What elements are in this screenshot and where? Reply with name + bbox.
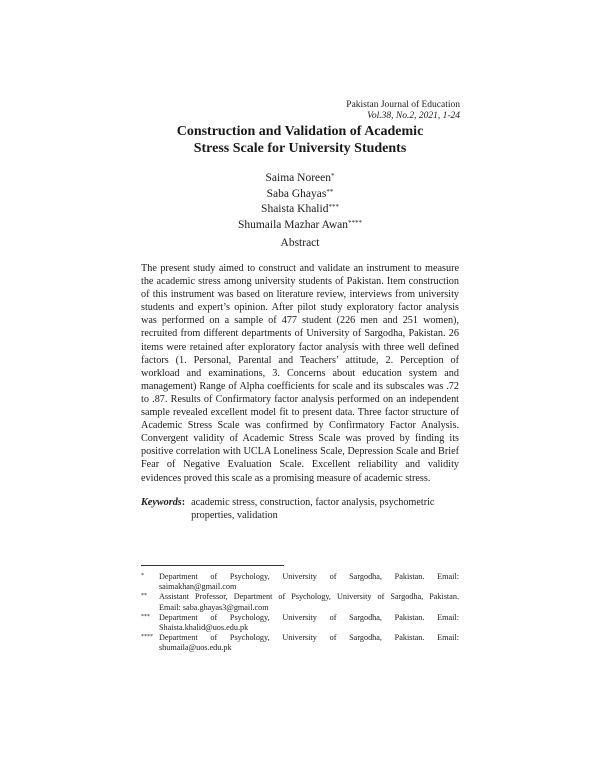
footnote-line: Department of Psychology, University of Sargodha, Pakistan. Email: xyxy=(159,633,459,643)
author: Shaista Khalid*** xyxy=(261,203,339,215)
footnote-line: Email: saba.ghayas3@gmail.com xyxy=(159,602,269,612)
abstract-heading: Abstract xyxy=(280,237,320,249)
author: Saba Ghayas** xyxy=(266,187,334,200)
footnote xyxy=(141,572,459,592)
footnote-line: saimakhan@gmail.com xyxy=(159,582,237,592)
footnote-line: Shaista.khalid@uos.edu.pk xyxy=(159,623,249,633)
footnote-mark: * xyxy=(141,573,144,579)
author: Shumaila Mazhar Awan**** xyxy=(237,218,363,231)
footnote-mark: ** xyxy=(141,593,147,600)
journal-volume: Vol.38, No.2, 2021, 1-24 xyxy=(367,111,460,121)
abstract-text: The present study aimed to construct and validate an instrument to measure the academic stress among university students of Pakistan. Item construction of this instrument was based on literature review, interviews from university students and expert’s opinion. After pilot study exploratory factor analysis was performed on a sample of 477 student (226 men and 251 women), recruited from different departments of University of Sargodha, Pakistan. 26 items were retained after exploratory factor analysis with three well defined factors (1. Personal, Parental and Teachers’ attitude, 2. Perception of workload and examinations, 3. Concerns about education system and management) Range of Alpha coefficients for scale and its subscales was .72 to .87. Results of Confirmatory factor analysis performed on an independent sample revealed excellent model fit to present data. Three factor structure of Academic Stress Scale was confirmed by Confirmatory Factor Analysis. Convergent validity of Academic Stress Scale was proved by finding its positive correlation with UCLA Loneliness Scale, Depression Scale and Brief Fear of Negative Evaluation Scale. Excellent reliability and validity evidences proved this scale as a promising measure of academic stress. xyxy=(141,263,459,484)
footnote xyxy=(141,613,459,633)
footnote-line: Department of Psychology, University of Sargodha, Pakistan. Email: xyxy=(159,612,459,622)
keywords-text: academic stress, construction, factor analysis, psychometric properties, validation xyxy=(191,497,435,522)
keywords xyxy=(141,496,459,522)
footnote-line: Department of Psychology, University of Sargodha, Pakistan. Email: xyxy=(159,572,459,581)
journal-name: Pakistan Journal of Education xyxy=(346,100,460,110)
author: Saima Noreen* xyxy=(265,172,335,184)
paper-title-line-1: Construction and Validation of Academic xyxy=(176,124,424,139)
paper-title-line-2: Stress Scale for University Students xyxy=(193,141,407,156)
author-footnote-mark: **** xyxy=(348,218,363,227)
author-footnote-mark: *** xyxy=(328,203,339,211)
footnote xyxy=(141,633,459,653)
author-list xyxy=(140,171,460,233)
footnote-line: Assistant Professor, Department of Psychology, University of Sargodha, Pakistan. xyxy=(159,592,459,602)
journal-header xyxy=(346,100,460,122)
footnote-mark: **** xyxy=(141,634,153,641)
footnote-divider xyxy=(141,565,284,566)
footnotes xyxy=(141,572,459,654)
author-footnote-mark: * xyxy=(330,172,335,180)
paper-title xyxy=(140,123,460,157)
footnote-line: shumaila@uos.edu.pk xyxy=(159,643,232,653)
footnote xyxy=(141,592,459,612)
footnote-mark: *** xyxy=(141,613,150,620)
keywords-label: Keywords: xyxy=(141,497,186,508)
author-footnote-mark: ** xyxy=(326,187,334,196)
